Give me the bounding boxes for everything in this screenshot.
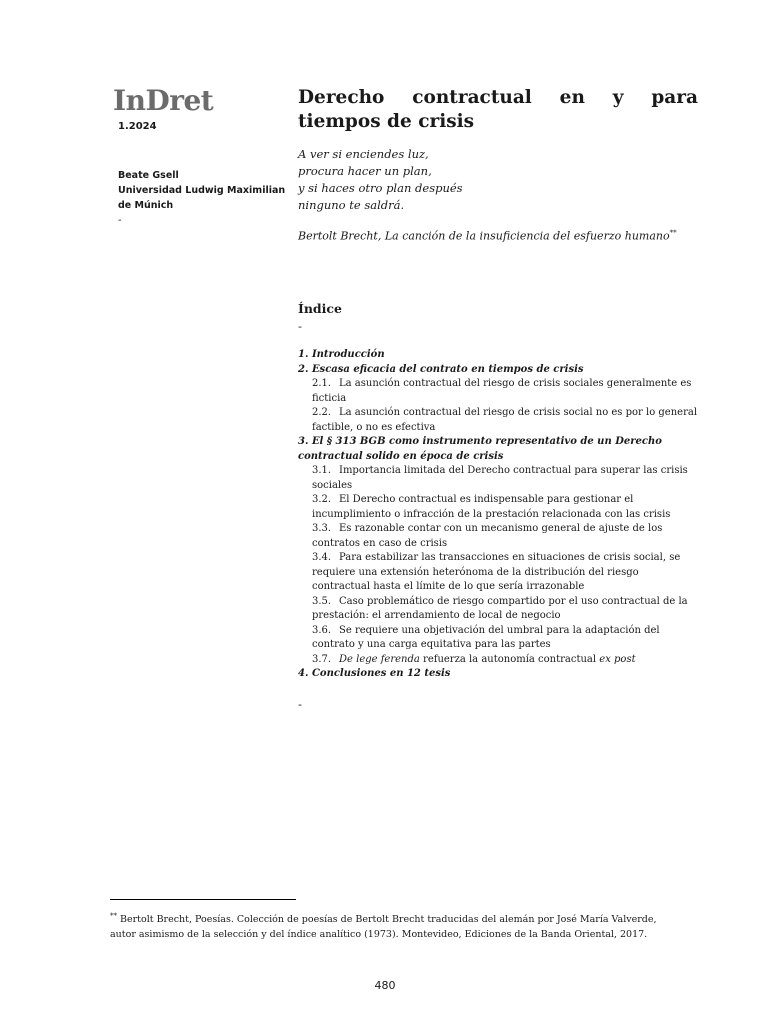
author-affiliation-line1: Universidad Ludwig Maximilian bbox=[118, 185, 286, 196]
toc-entry-label: Se requiere una objetivación del umbral para la adaptación del contrato y una carga equitativa para las partes bbox=[312, 624, 660, 650]
toc-entry-label: Importancia limitada del Derecho contractual para superar las crisis sociales bbox=[312, 465, 688, 491]
toc-entry-label: refuerza la autonomía contractual bbox=[419, 653, 600, 665]
toc-subsection-link[interactable] bbox=[298, 406, 698, 435]
toc-section-link[interactable] bbox=[298, 435, 698, 464]
toc-entry-number: 3.3. bbox=[312, 523, 332, 534]
toc-entry-number: 2.1. bbox=[312, 378, 332, 389]
epigraph-line: procura hacer un plan, bbox=[298, 164, 432, 178]
author-separator: - bbox=[118, 215, 122, 226]
toc-section-link[interactable] bbox=[298, 667, 698, 682]
footnote-text: Bertolt Brecht, Poesías. Colección de poesías de Bertolt Brecht traducidas del alemán por José María Valverde, autor asimismo de la selección y del índice analítico (1973). Montevideo, Ediciones de la Banda Oriental, 2017. bbox=[110, 914, 657, 941]
toc-entry-number: 3.2. bbox=[312, 494, 332, 505]
toc-entry-number: 3. bbox=[298, 436, 309, 447]
issue-number: 1.2024 bbox=[118, 121, 157, 132]
toc-subsection-link[interactable] bbox=[298, 377, 698, 406]
toc-dash-top: - bbox=[298, 320, 302, 333]
toc-entry-label: La asunción contractual del riesgo de crisis sociales generalmente es ficticia bbox=[312, 378, 692, 404]
toc-entry-number: 3.5. bbox=[312, 595, 332, 607]
toc-entry-label-italic: De lege ferenda bbox=[339, 653, 420, 665]
toc-entry-number: 4. bbox=[298, 668, 309, 679]
toc-subsection-link[interactable] bbox=[298, 551, 698, 595]
toc-entry-label: Para estabilizar las transacciones en situaciones de crisis social, se requiere una extensión heterónoma de la distribución del riesgo contractual hasta el límite de lo que sería irrazonable bbox=[312, 552, 681, 592]
page-number: 480 bbox=[374, 979, 396, 992]
footnote-mark: ** bbox=[110, 912, 117, 920]
epigraph-line: ninguno te saldrá. bbox=[298, 198, 405, 212]
footnote bbox=[110, 909, 670, 942]
attribution-text: Bertolt Brecht, La canción de la insuficiencia del esfuerzo humano bbox=[298, 229, 670, 243]
toc-section-link[interactable] bbox=[298, 348, 698, 363]
toc-entry-number: 1. bbox=[298, 349, 309, 360]
toc-subsection-link[interactable] bbox=[298, 464, 698, 493]
toc-subsection-link[interactable] bbox=[298, 595, 698, 624]
toc-dash-bottom: - bbox=[298, 698, 302, 711]
author-affiliation-line2: de Múnich bbox=[118, 200, 174, 211]
toc-entry-label: Conclusiones en 12 tesis bbox=[311, 668, 451, 679]
epigraph-line: A ver si enciendes luz, bbox=[298, 147, 429, 161]
toc-subsection-link[interactable] bbox=[298, 493, 698, 522]
epigraph bbox=[298, 146, 463, 214]
toc-entry-number: 3.1. bbox=[312, 465, 332, 476]
toc-subsection-link[interactable] bbox=[298, 624, 698, 653]
toc-entry-number: 3.7. bbox=[312, 653, 332, 665]
toc-list bbox=[298, 348, 698, 682]
toc-heading: Índice bbox=[298, 301, 342, 316]
toc-subsection-link[interactable] bbox=[298, 653, 698, 668]
toc-entry-label-italic: ex post bbox=[599, 653, 636, 665]
author-name: Beate Gsell bbox=[118, 170, 179, 181]
toc-entry-label: El § 313 BGB como instrumento representativo de un Derecho contractual solido en época de crisis bbox=[298, 436, 662, 462]
footnote-divider bbox=[110, 899, 296, 900]
toc-entry-label: El Derecho contractual es indispensable para gestionar el incumplimiento o infracción de la prestación relacionada con las crisis bbox=[312, 494, 671, 520]
toc-section-link[interactable] bbox=[298, 363, 698, 378]
toc-entry-label: Es razonable contar con un mecanismo general de ajuste de los contratos en caso de crisis bbox=[312, 523, 663, 549]
toc-entry-number: 2. bbox=[298, 363, 309, 375]
journal-logo: InDret bbox=[113, 84, 214, 117]
toc-entry-number: 3.4. bbox=[312, 552, 332, 563]
author-block bbox=[118, 168, 293, 228]
attribution-footnote-mark[interactable]: ** bbox=[669, 229, 677, 237]
toc-entry-label: Caso problemático de riesgo compartido por el uso contractual de la prestación: el arrendamiento de local de negocio bbox=[312, 595, 688, 621]
toc-entry-number: 2.2. bbox=[312, 407, 332, 418]
toc-entry-label: Escasa eficacia del contrato en tiempos de crisis bbox=[311, 363, 584, 375]
epigraph-line: y si haces otro plan después bbox=[298, 181, 463, 195]
epigraph-attribution bbox=[298, 229, 677, 243]
toc-entry-number: 3.6. bbox=[312, 624, 332, 636]
toc-entry-label: Introducción bbox=[311, 349, 385, 360]
article-title: Derecho contractual en y para tiempos de crisis bbox=[298, 87, 698, 132]
toc-entry-label: La asunción contractual del riesgo de crisis social no es por lo general factible, o no es efectiva bbox=[312, 407, 698, 433]
toc-subsection-link[interactable] bbox=[298, 522, 698, 551]
